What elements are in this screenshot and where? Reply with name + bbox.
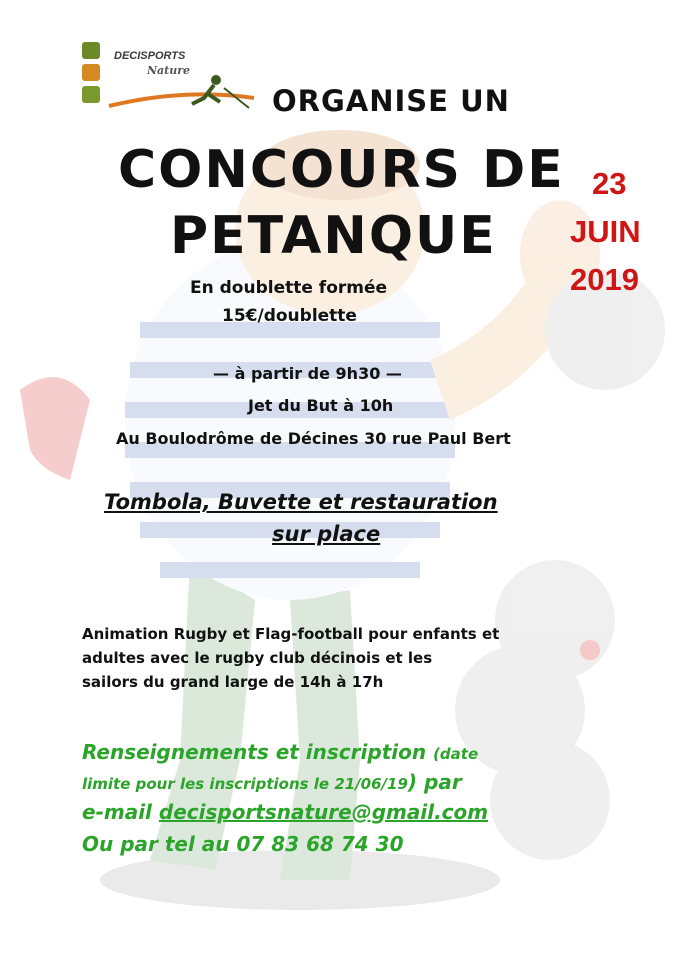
logo-sub: Nature (147, 64, 191, 77)
logo-square-3 (82, 86, 100, 103)
animation-line-2: adultes avec le rugby club décinois et les (82, 649, 433, 667)
extras-line-1: Tombola, Buvette et restauration (104, 490, 498, 514)
roller-skier-icon (104, 68, 259, 113)
info-line-3 (82, 800, 488, 824)
title-line-2: PETANQUE (170, 206, 497, 266)
info-line-4: Ou par tel au 07 83 68 74 30 (82, 832, 404, 856)
email-link[interactable]: decisportsnature@gmail.com (158, 800, 489, 824)
date-year: 2019 (570, 262, 639, 297)
format-text: En doublette formée (190, 278, 388, 298)
extras-line-2: sur place (272, 522, 381, 546)
title-line-1: CONCOURS DE (118, 140, 565, 200)
date-day: 23 (592, 166, 627, 201)
info-line-1 (82, 740, 478, 764)
venue: Au Boulodrôme de Décines 30 rue Paul Bert (116, 429, 511, 448)
info-line-2-par: ) par (407, 770, 462, 794)
start-time: — à partir de 9h30 — (213, 364, 402, 383)
info-line-1-paren: (date (433, 745, 479, 763)
organise-heading: ORGANISE UN (272, 84, 510, 118)
date-month: JUIN (570, 214, 641, 249)
info-line-2-small: limite pour les inscriptions le 21/06/19 (82, 775, 408, 793)
logo-square-2 (82, 64, 100, 81)
jet-du-but: Jet du But à 10h (248, 396, 394, 415)
logo-square-1 (82, 42, 100, 59)
info-line-2 (82, 770, 462, 794)
price-text: 15€/doublette (222, 306, 357, 326)
animation-line-1: Animation Rugby et Flag-football pour enfants et (82, 625, 500, 643)
logo (82, 38, 257, 113)
logo-brand: DECISPORTS (114, 50, 186, 62)
animation-line-3: sailors du grand large de 14h à 17h (82, 673, 384, 691)
info-line-1-main: Renseignements et inscription (82, 740, 434, 764)
info-email-prefix: e-mail (82, 800, 159, 824)
